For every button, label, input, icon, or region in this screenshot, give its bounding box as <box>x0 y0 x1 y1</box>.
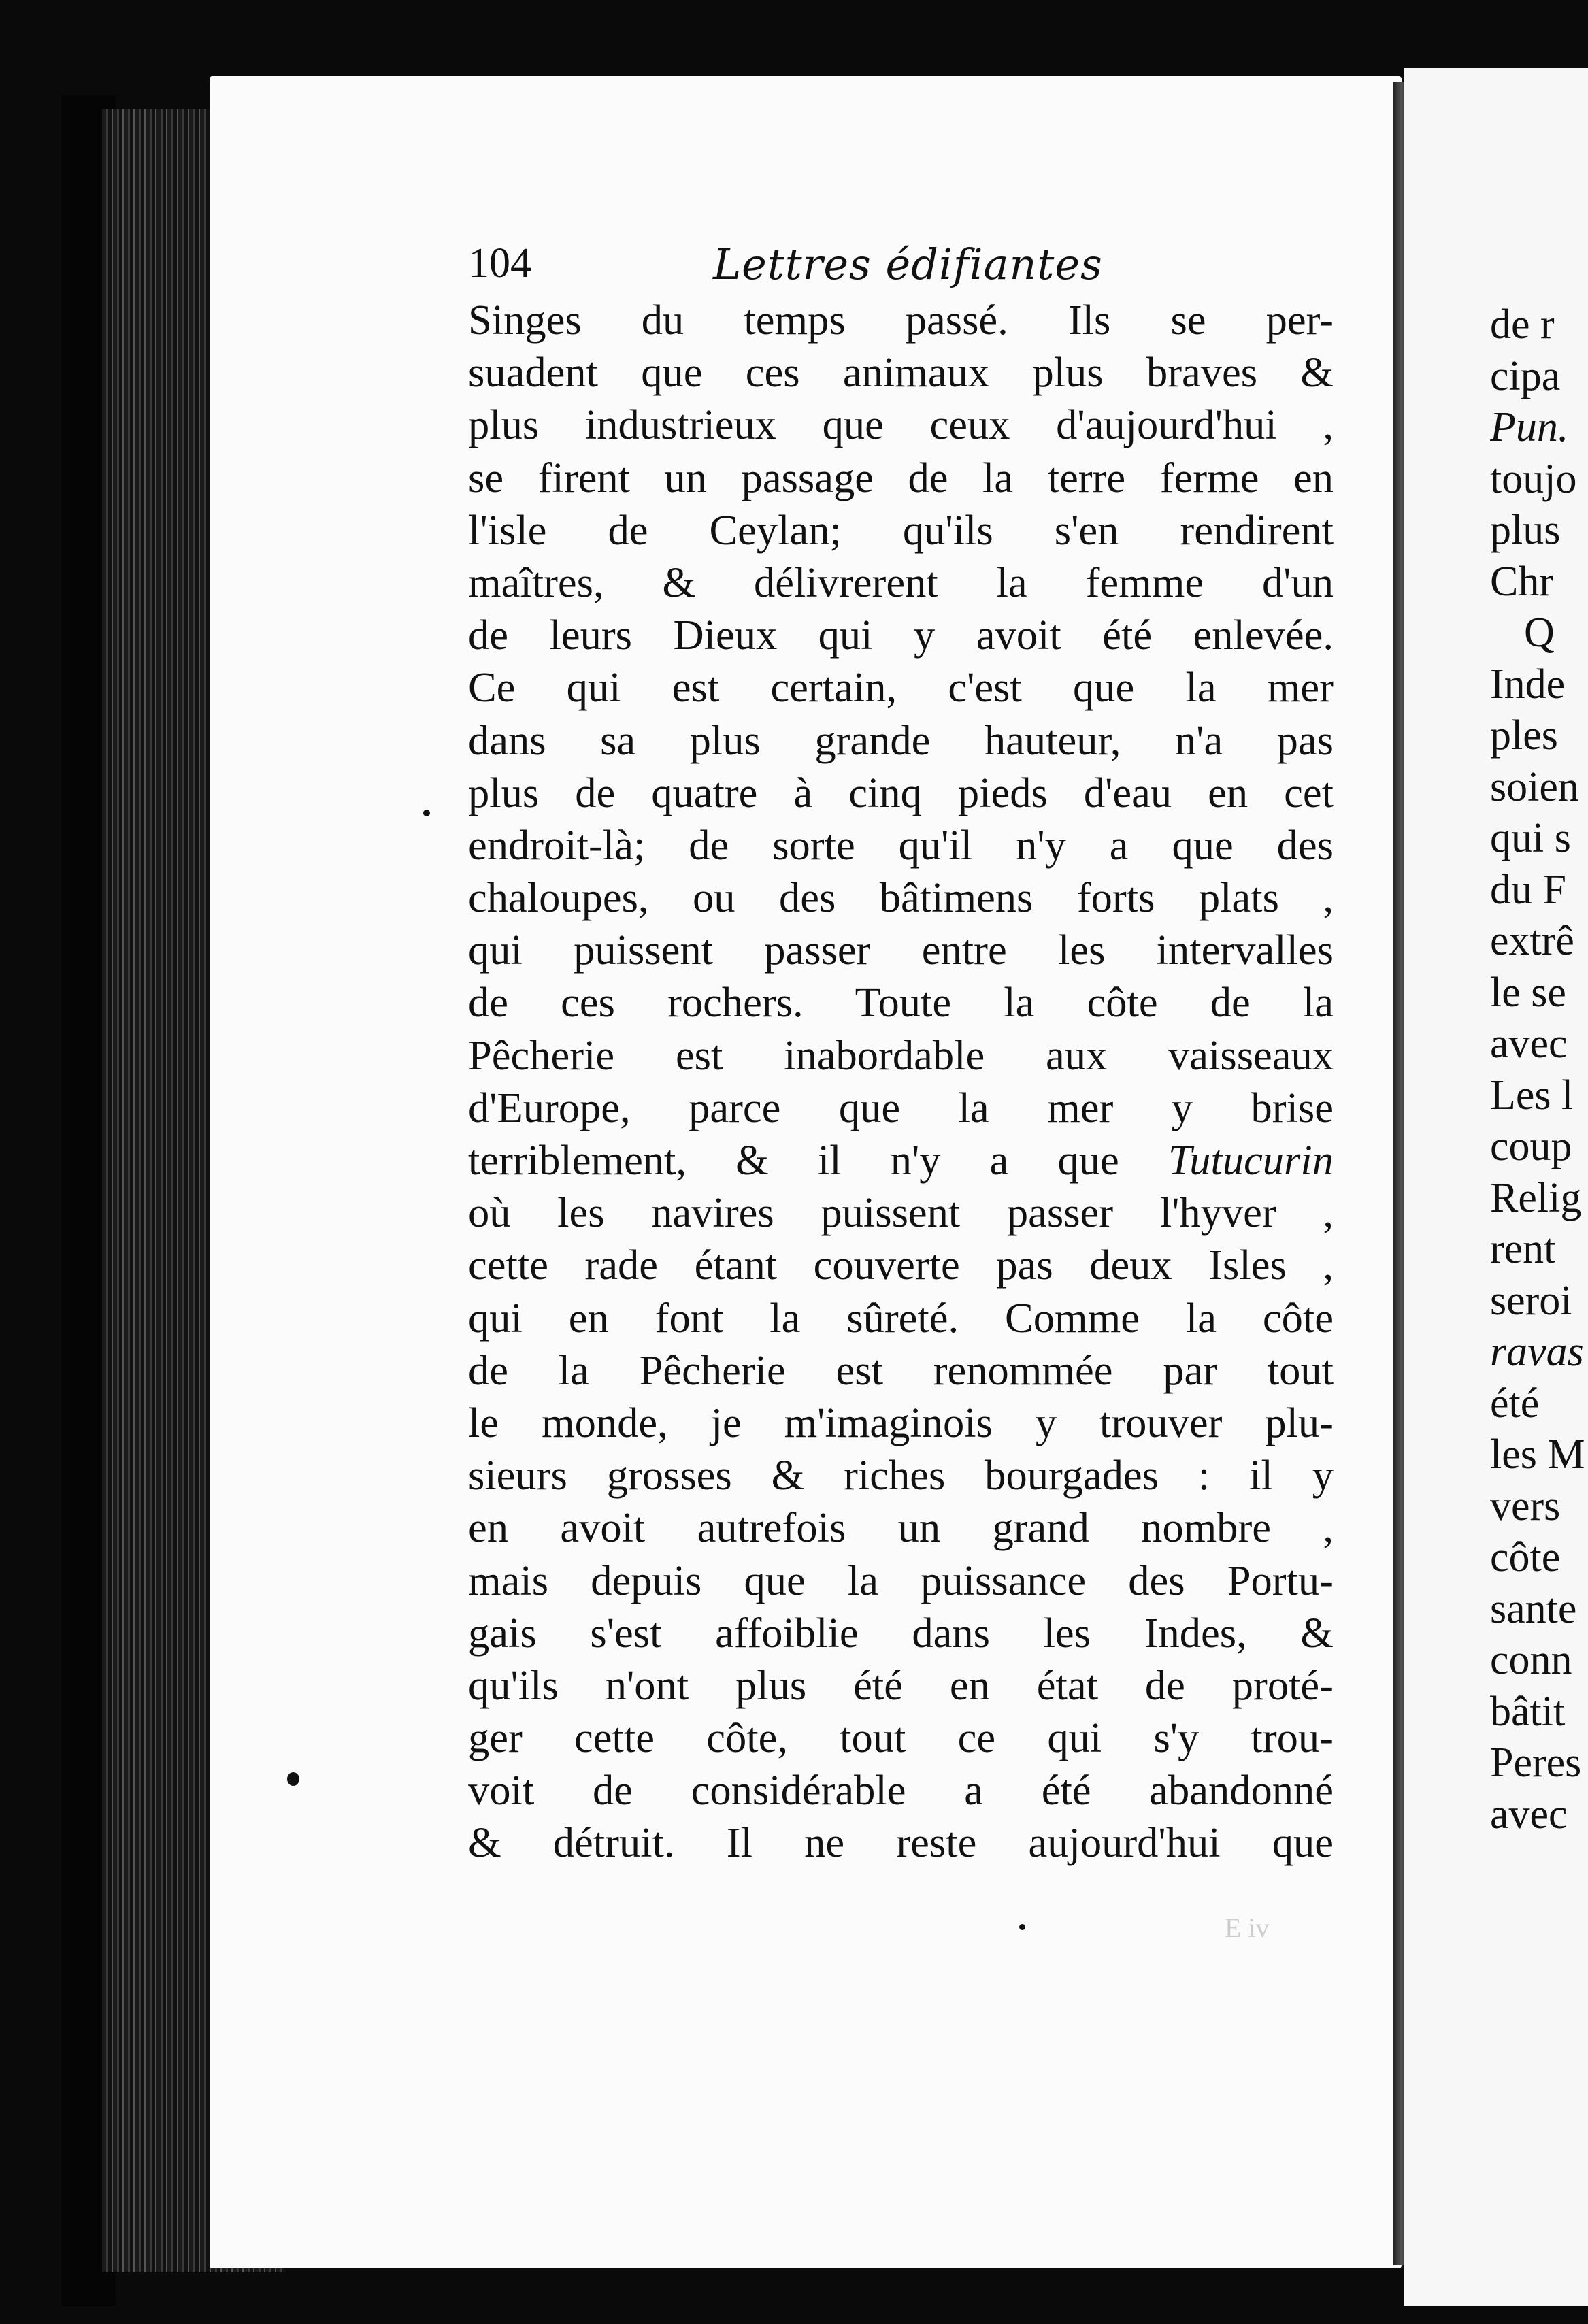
text-line: suadent que ces animaux plus braves & <box>468 348 1334 397</box>
text-line: chaloupes, ou des bâtimens forts plats , <box>468 874 1334 922</box>
text-line: Singes du temps passé. Ils se per- <box>468 296 1334 344</box>
text-line: qui en font la sûreté. Comme la côte <box>468 1293 1334 1342</box>
right-line: bâtit <box>1490 1688 1566 1735</box>
body-text <box>468 294 1334 1870</box>
right-line: Pun. <box>1490 404 1569 450</box>
text-line: plus de quatre à cinq pieds d'eau en cet <box>468 768 1334 816</box>
text-line: en avoit autrefois un grand nombre , <box>468 1504 1334 1552</box>
running-head <box>468 239 1366 301</box>
right-line: de r <box>1490 301 1555 348</box>
text-line: qu'ils n'ont plus été en état de proté- <box>468 1661 1334 1709</box>
right-line: Chr <box>1490 558 1553 605</box>
right-line: Relig <box>1490 1174 1582 1221</box>
text-line: maîtres, & délivrerent la femme d'un <box>468 558 1334 606</box>
signature-mark: E iv <box>1225 1912 1270 1943</box>
italic-place-name: Tutucurin <box>1168 1136 1334 1184</box>
text-line-with-italic <box>468 1134 1334 1186</box>
right-line: vers <box>1490 1482 1561 1529</box>
right-line: cipa <box>1490 352 1561 399</box>
right-line: Q <box>1524 610 1555 656</box>
ink-speck <box>287 1772 299 1786</box>
text-line: d'Europe, parce que la mer y brise <box>468 1083 1334 1131</box>
right-line: toujo <box>1490 455 1577 502</box>
ink-speck <box>1019 1924 1025 1930</box>
right-line: avec <box>1490 1791 1568 1838</box>
text-line-lead: terriblement, & il n'y a que <box>468 1136 1119 1184</box>
text-line: Ce qui est certain, c'est que la mer <box>468 663 1334 712</box>
text-line: & détruit. Il ne reste aujourd'hui que <box>468 1819 1334 1867</box>
text-line: se firent un passage de la terre ferme en <box>468 453 1334 501</box>
text-line: mais depuis que la puissance des Portu- <box>468 1556 1334 1604</box>
right-line: ravas <box>1490 1329 1584 1375</box>
page-number: 104 <box>468 240 531 286</box>
text-line: plus industrieux que ceux d'aujourd'hui , <box>468 401 1334 449</box>
text-line: voit de considérable a été abandonné <box>468 1766 1334 1814</box>
right-line: le se <box>1490 969 1566 1016</box>
text-line: où les navires puissent passer l'hyver , <box>468 1189 1334 1237</box>
right-line: ples <box>1490 712 1558 759</box>
right-line: les M <box>1490 1431 1585 1478</box>
right-line: soien <box>1490 763 1579 810</box>
right-line: plus <box>1490 507 1561 553</box>
right-line: Peres <box>1490 1740 1582 1786</box>
right-line: Inde <box>1490 661 1566 708</box>
right-line: du F <box>1490 866 1566 913</box>
text-line: sieurs grosses & riches bourgades : il y <box>468 1451 1334 1499</box>
text-line: l'isle de Ceylan; qu'ils s'en rendirent <box>468 505 1334 554</box>
text-line: de la Pêcherie est renommée par tout <box>468 1346 1334 1394</box>
right-line: côte <box>1490 1534 1561 1580</box>
text-line: de leurs Dieux qui y avoit été enlevée. <box>468 611 1334 659</box>
text-line: endroit-là; de sorte qu'il n'y a que des <box>468 820 1334 869</box>
right-line: extrê <box>1490 918 1574 964</box>
text-line: de ces rochers. Toute la côte de la <box>468 978 1334 1027</box>
right-line: coup <box>1490 1123 1572 1169</box>
right-line: seroi <box>1490 1277 1572 1324</box>
right-line: sante <box>1490 1585 1577 1632</box>
text-line: gais s'est affoiblie dans les Indes, & <box>468 1608 1334 1657</box>
right-line: avec <box>1490 1020 1568 1067</box>
right-line: été <box>1490 1380 1540 1427</box>
text-line: ger cette côte, tout ce qui s'y trou- <box>468 1714 1334 1762</box>
text-line: le monde, je m'imaginois y trouver plu- <box>468 1398 1334 1446</box>
right-line: qui s <box>1490 815 1571 861</box>
text-line: dans sa plus grande hauteur, n'a pas <box>468 716 1334 764</box>
right-line: Les l <box>1490 1072 1574 1118</box>
text-line: Pêcherie est inabordable aux vaisseaux <box>468 1031 1334 1079</box>
text-line: qui puissent passer entre les intervalles <box>468 926 1334 974</box>
text-line: cette rade étant couverte pas deux Isles , <box>468 1241 1334 1289</box>
right-page-text <box>1490 299 1588 1840</box>
running-head-title: Lettres édifiantes <box>713 239 1103 289</box>
right-line: rent <box>1490 1226 1556 1272</box>
ink-speck <box>423 810 430 816</box>
right-line: conn <box>1490 1637 1572 1683</box>
